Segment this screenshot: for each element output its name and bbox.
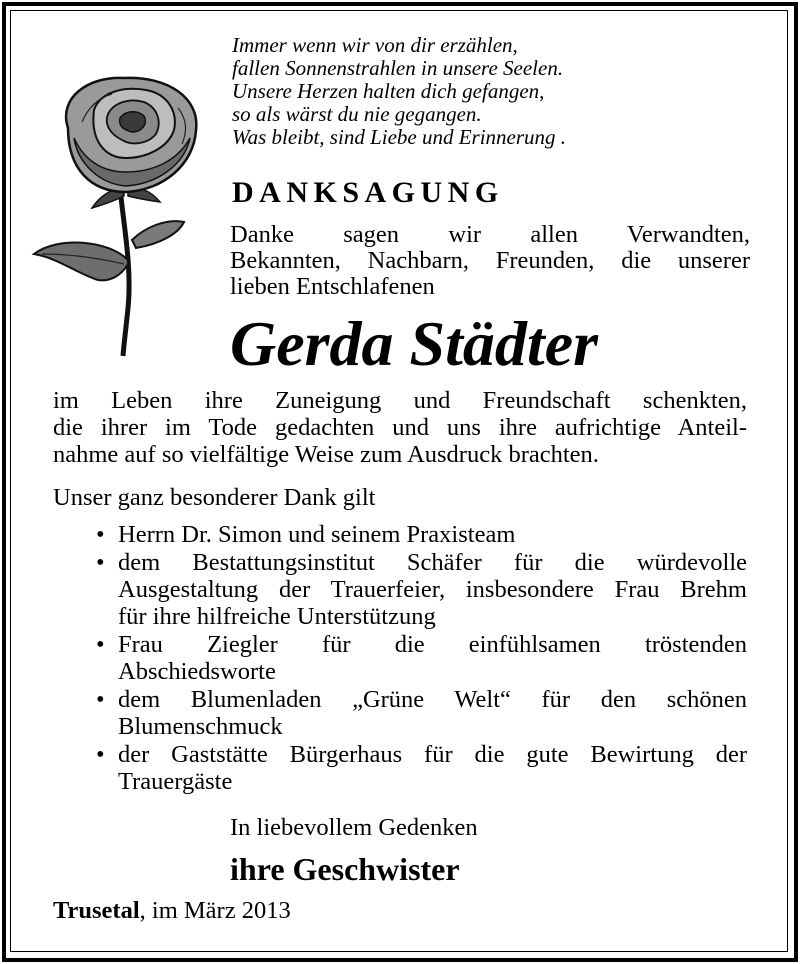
date: , im März 2013	[139, 897, 291, 924]
list-item	[92, 549, 747, 630]
intro-text	[230, 222, 750, 300]
list-item-line: Abschiedsworte	[118, 658, 276, 685]
list-item	[92, 741, 747, 795]
list-item	[92, 521, 747, 548]
poem-line: Unsere Herzen halten dich gefangen,	[232, 79, 545, 103]
poem	[232, 34, 566, 149]
list-item-line: dem Blumenladen „Grüne Welt“ für den schönen	[118, 686, 747, 713]
bullet: •	[96, 686, 105, 713]
rose-illustration	[28, 68, 218, 358]
list-item-line: Ausgestaltung der Trauerfeier, insbesondere Frau Brehm	[118, 576, 747, 603]
poem-line: so als wärst du nie gegangen.	[232, 102, 482, 126]
body-line: die ihrer im Tode gedachten und uns ihre aufrichtige Anteil-	[53, 414, 747, 441]
thanks-intro: Unser ganz besonderer Dank gilt	[53, 484, 376, 511]
place: Trusetal	[53, 897, 140, 924]
bullet: •	[96, 549, 105, 576]
body-line: im Leben ihre Zuneigung und Freundschaft schenkten,	[53, 387, 747, 414]
bullet: •	[96, 741, 105, 768]
intro-line: lieben Entschlafenen	[230, 273, 435, 300]
list-item-line: für ihre hilfreiche Unterstützung	[118, 603, 436, 630]
list-item	[92, 686, 747, 740]
deceased-name: Gerda Städter	[230, 308, 598, 379]
intro-line: Danke sagen wir allen Verwandten,	[230, 221, 750, 248]
thanks-list	[92, 521, 747, 796]
list-item-line: Frau Ziegler für die einfühlsamen tröstenden	[118, 631, 747, 658]
bullet: •	[96, 631, 105, 658]
list-item-line: der Gaststätte Bürgerhaus für die gute Bewirtung der	[118, 741, 747, 768]
body-line: nahme auf so vielfältige Weise zum Ausdruck brachten.	[53, 441, 599, 468]
poem-line: Immer wenn wir von dir erzählen,	[232, 33, 518, 57]
poem-line: fallen Sonnenstrahlen in unsere Seelen.	[232, 56, 564, 80]
signers: ihre Geschwister	[230, 851, 460, 887]
intro-line: Bekannten, Nachbarn, Freunden, die unserer	[230, 247, 750, 274]
list-item-line: Blumenschmuck	[118, 713, 283, 740]
list-item-line: dem Bestattungsinstitut Schäfer für die würdevolle	[118, 549, 747, 576]
bullet: •	[96, 521, 105, 548]
closing-text: In liebevollem Gedenken	[230, 814, 478, 841]
heading-danksagung: DANKSAGUNG	[232, 176, 504, 209]
body-text	[53, 387, 747, 468]
poem-line: Was bleibt, sind Liebe und Erinnerung .	[232, 125, 567, 149]
list-item-line: Herrn Dr. Simon und seinem Praxisteam	[118, 521, 516, 548]
place-date	[53, 897, 291, 925]
list-item	[92, 631, 747, 685]
list-item-line: Trauergäste	[118, 768, 233, 795]
